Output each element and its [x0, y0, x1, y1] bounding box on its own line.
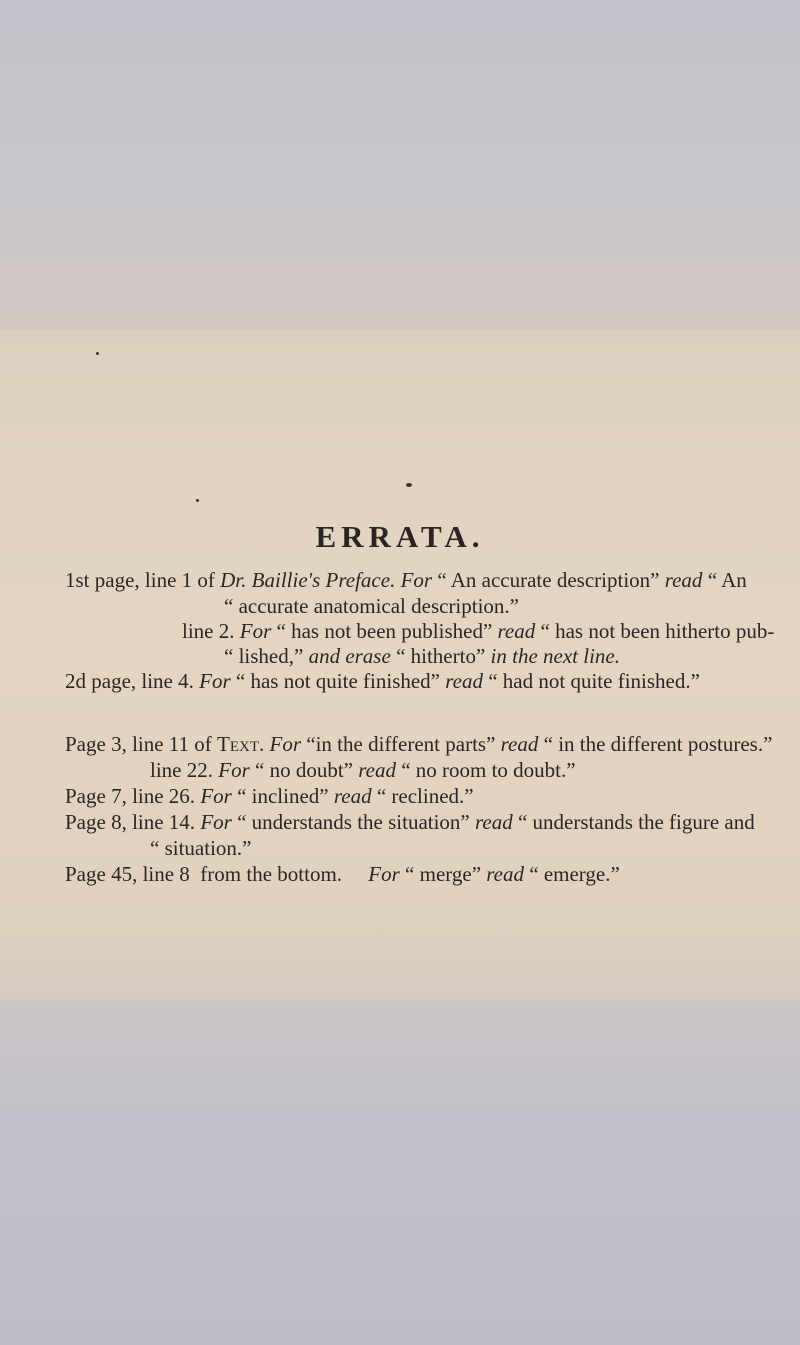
errata-text: “ understands the situation” — [231, 810, 476, 834]
errata-text: “ An accurate description” — [432, 568, 665, 592]
errata-text: For — [200, 784, 232, 808]
errata-text: For — [368, 862, 400, 886]
errata-reference: line 22. — [150, 758, 213, 782]
errata-text: For — [400, 568, 433, 592]
errata-text: read — [475, 810, 513, 834]
ink-speck — [96, 352, 99, 355]
errata-text: read — [445, 669, 483, 693]
errata-text: of — [192, 568, 221, 592]
errata-entry — [182, 618, 774, 644]
ink-speck — [406, 483, 412, 487]
errata-text: For — [218, 758, 250, 782]
errata-text: “ lished,” — [224, 644, 309, 668]
errata-text: “ inclined” — [231, 784, 334, 808]
errata-reference: Page 45, line 8 from the bottom. — [65, 862, 343, 886]
errata-text: and erase — [308, 644, 391, 668]
errata-text: For — [239, 619, 272, 643]
errata-text — [342, 862, 368, 886]
errata-text: For — [199, 669, 231, 693]
paper-background-top — [0, 0, 800, 330]
errata-reference: 1st page, line 1 — [65, 568, 193, 592]
errata-text: “ in the different postures.” — [538, 732, 773, 756]
errata-entry — [65, 783, 474, 809]
errata-text: “ An — [702, 568, 747, 592]
errata-continuation: “ accurate anatomical description.” — [224, 594, 520, 618]
errata-text: Dr. Baillie's Preface. — [220, 568, 396, 592]
errata-entry — [65, 809, 755, 835]
errata-reference: Text. — [217, 732, 265, 756]
errata-entry — [150, 757, 576, 783]
errata-text: read — [358, 758, 396, 782]
errata-text: read — [664, 568, 703, 592]
errata-text: read — [333, 784, 372, 808]
errata-reference: line 2. — [182, 619, 235, 643]
errata-text: For — [269, 732, 302, 756]
ink-speck — [196, 499, 199, 502]
errata-entry — [65, 731, 772, 757]
errata-reference: Page 8, line 14. — [65, 810, 196, 834]
errata-continuation — [224, 643, 620, 669]
errata-text: “ has not been hitherto pub- — [535, 619, 775, 643]
errata-text: “ understands the figure and — [512, 810, 755, 834]
errata-text: in the next line. — [490, 644, 620, 668]
errata-entry — [65, 668, 700, 694]
errata-text: read — [486, 862, 524, 886]
errata-text: read — [497, 619, 536, 643]
errata-reference: Page 7, line 26. — [65, 784, 196, 808]
errata-text: For — [200, 810, 232, 834]
errata-text: “ reclined.” — [371, 784, 474, 808]
errata-text: “ had not quite finished.” — [482, 669, 700, 693]
errata-text: read — [500, 732, 539, 756]
errata-entry — [65, 861, 620, 887]
errata-continuation: “ situation.” — [150, 836, 252, 860]
errata-text: “ has not been published” — [271, 619, 498, 643]
errata-entry — [65, 567, 747, 593]
errata-text: “ no doubt” — [249, 758, 359, 782]
errata-text: “in the different parts” — [301, 732, 501, 756]
errata-text: “ hitherto” — [390, 644, 491, 668]
errata-text: “ has not quite finished” — [230, 669, 446, 693]
errata-reference: Page 3, line 11 of — [65, 732, 218, 756]
errata-text: “ merge” — [399, 862, 487, 886]
paper-background-bottom — [0, 1000, 800, 1345]
errata-text: “ emerge.” — [524, 862, 620, 886]
errata-text: “ no room to doubt.” — [395, 758, 576, 782]
page-title: ERRATA. — [315, 519, 485, 554]
errata-reference: 2d page, line 4. — [65, 669, 194, 693]
